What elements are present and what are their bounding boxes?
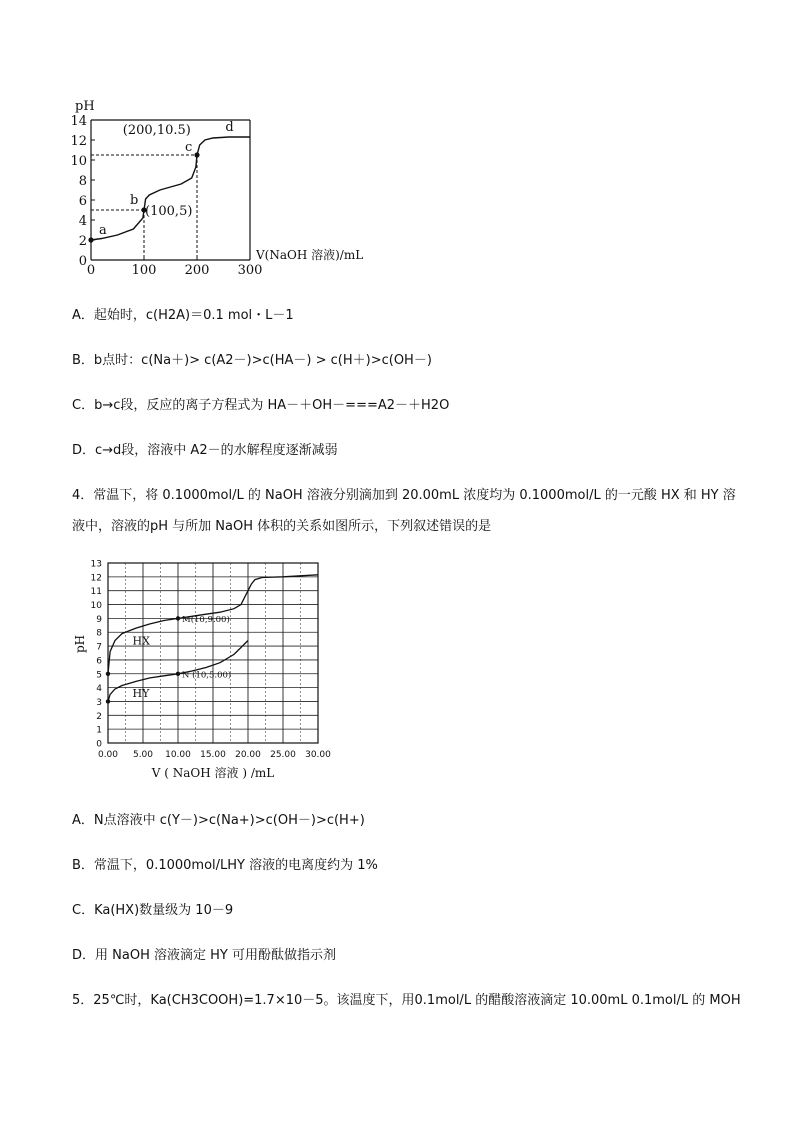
annotation-c: (200,10.5) — [122, 123, 191, 138]
x-tick-label: 25.00 — [270, 750, 296, 760]
point-label-c: c — [185, 140, 193, 155]
series-label-hx: HX — [132, 634, 150, 648]
x-axis-label: V ( NaOH 溶液 ) /mL — [151, 766, 275, 780]
figure-2 — [70, 555, 350, 790]
point-label-a: a — [99, 223, 107, 238]
annotation-b: (100,5) — [145, 204, 193, 219]
chart-2 — [70, 555, 350, 790]
y-tick-label: 10 — [90, 601, 102, 612]
y-tick-label: 3 — [96, 697, 102, 708]
y-axis-label: pH — [75, 99, 95, 114]
y-tick-label: 11 — [90, 587, 102, 598]
y-tick-label: 4 — [78, 214, 87, 229]
point-label-b: b — [130, 193, 139, 208]
figure-1 — [60, 95, 400, 275]
y-tick-label: 12 — [70, 134, 87, 149]
x-tick-label: 15.00 — [200, 750, 226, 760]
q4-stem-line-1: 4．常温下，将 0.1000mol/L 的 NaOH 溶液分别滴加到 20.00mL 浓度均为 0.1000mol/L 的一元酸 HX 和 HY 溶 — [72, 488, 736, 503]
series-label-hy: HY — [132, 687, 150, 701]
point-label-d: d — [225, 120, 234, 135]
y-tick-label: 4 — [96, 684, 102, 695]
x-tick-label: 10.00 — [165, 750, 191, 760]
y-tick-label: 0 — [78, 254, 87, 269]
x-tick-label: 200 — [184, 263, 210, 275]
point-a — [88, 237, 93, 242]
q3-option-a: A．起始时，c(H2A)＝0.1 mol・L－1 — [72, 308, 294, 323]
q4-stem-line-2: 液中，溶液的pH 与所加 NaOH 体积的关系如图所示，下列叙述错误的是 — [72, 519, 492, 534]
chart-1 — [60, 95, 400, 275]
q4-option-c: C．Ka(HX)数量级为 10－9 — [72, 903, 234, 918]
q4-option-b: B．常温下，0.1000mol/LHY 溶液的电离度约为 1% — [72, 858, 378, 873]
y-tick-label: 2 — [96, 711, 102, 722]
x-tick-label: 300 — [237, 263, 263, 275]
data-point — [176, 616, 180, 620]
y-tick-label: 6 — [96, 656, 102, 667]
y-tick-label: 2 — [78, 234, 87, 249]
y-tick-label: 14 — [70, 114, 87, 129]
y-tick-label: 5 — [96, 670, 102, 681]
titration-curve — [91, 137, 250, 240]
y-tick-label: 0 — [96, 739, 102, 750]
q4-option-a: A．N点溶液中 c(Y－)>c(Na+)>c(OH－)>c(H+) — [72, 813, 365, 828]
q4-option-d: D．用 NaOH 溶液滴定 HY 可用酚酞做指示剂 — [72, 948, 336, 963]
x-tick-label: 0.00 — [97, 750, 119, 760]
y-tick-label: 9 — [96, 614, 102, 625]
x-tick-label: 20.00 — [235, 750, 261, 760]
y-tick-label: 7 — [96, 642, 102, 653]
q3-option-b: B．b点时：c(Na＋)> c(A2－)>c(HA－) > c(H＋)>c(OH－) — [72, 353, 432, 368]
q3-option-c: C．b→c段，反应的离子方程式为 HA－＋OH－===A2－＋H2O — [72, 398, 450, 413]
y-tick-label: 6 — [78, 194, 87, 209]
x-tick-label: 30.00 — [305, 750, 331, 760]
x-axis-label: V(NaOH 溶液)/mL — [256, 248, 364, 262]
point-label: N (10,5.00) — [182, 670, 232, 681]
point-c — [194, 152, 199, 157]
y-axis-label: pH — [73, 634, 87, 653]
origin-label: 0 — [86, 263, 96, 275]
q3-option-d: D．c→d段，溶液中 A2－的水解程度逐渐减弱 — [72, 443, 338, 458]
y-tick-label: 1 — [96, 725, 102, 736]
y-tick-label: 13 — [90, 559, 102, 570]
q5-stem-line-1: 5．25℃时，Ka(CH3COOH)=1.7×10－5。该温度下，用0.1mol/L 的醋酸溶液滴定 10.00mL 0.1mol/L 的 MOH — [72, 993, 741, 1008]
y-tick-label: 12 — [90, 573, 102, 584]
x-tick-label: 5.00 — [132, 750, 154, 760]
y-tick-label: 8 — [78, 174, 87, 189]
y-tick-label: 8 — [96, 628, 102, 639]
data-point — [106, 672, 110, 676]
y-tick-label: 10 — [70, 154, 87, 169]
x-tick-label: 100 — [131, 263, 157, 275]
point-label: M(10,9.00) — [182, 614, 230, 625]
data-point — [106, 699, 110, 703]
data-point — [176, 672, 180, 676]
